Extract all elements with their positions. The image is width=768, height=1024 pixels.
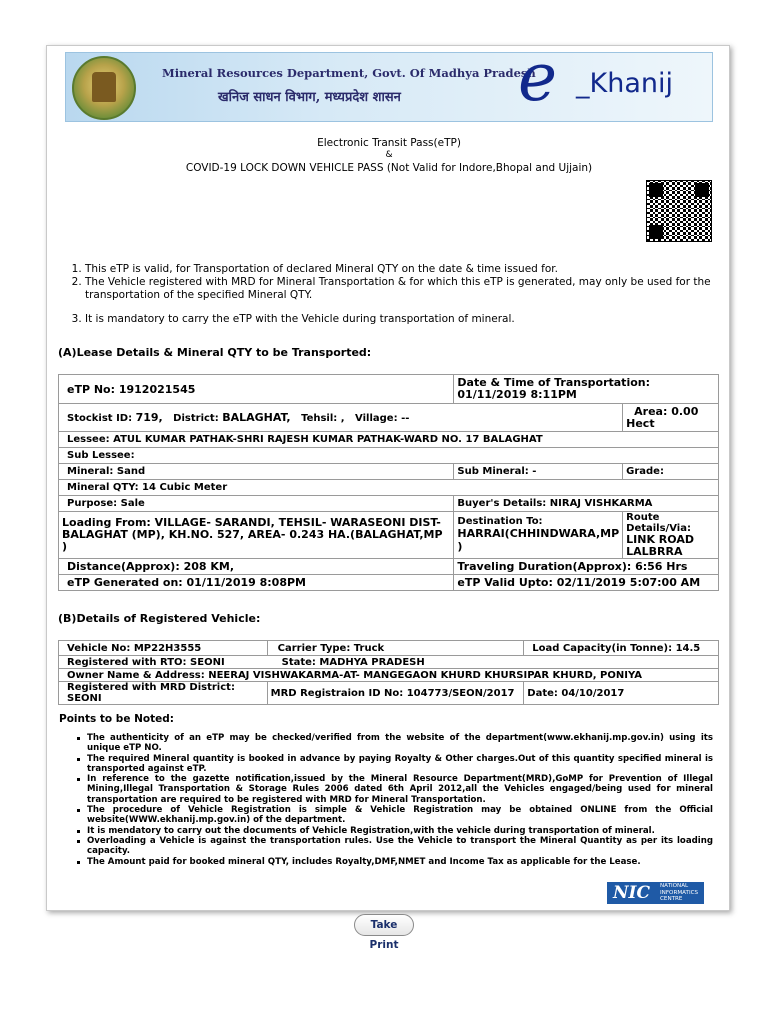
- rule-item: 2. The Vehicle registered with MRD for Mineral Transportation & for which this eTP is generated, may only be used for the transportation of the specified Mineral QTY.: [85, 276, 729, 302]
- qr-code-icon: [646, 180, 712, 242]
- note-item: The procedure of Vehicle Registration is simple & Vehicle Registration may be obtained ONLINE from the Official website(WWW.ekhanij.mp.gov.in) of the department.: [77, 805, 713, 826]
- lessee: Lessee: ATUL KUMAR PATHAK-SHRI RAJESH KUMAR PATHAK-WARD NO. 17 BALAGHAT: [59, 432, 719, 448]
- sub-lessee: Sub Lessee:: [59, 448, 719, 464]
- vehicle-details-table: [58, 640, 719, 705]
- ekhanij-logo-e: e: [518, 52, 558, 116]
- distance: Distance(Approx): 208 KM,: [59, 559, 454, 575]
- loading-from: Loading From: VILLAGE- SARANDI, TEHSIL- WARASEONI DIST-BALAGHAT (MP), KH.NO. 527, AREA- 0.243 HA.(BALAGHAT,MP ): [59, 512, 454, 559]
- destination-value: HARRAI(CHHINDWARA,MP ): [457, 527, 620, 553]
- rule-item: 1. This eTP is valid, for Transportation of declared Mineral QTY on the date & time issued for.: [85, 263, 729, 276]
- section-a-heading: (A)Lease Details & Mineral QTY to be Transported:: [58, 346, 372, 359]
- date-time-value: 01/11/2019 8:11PM: [457, 388, 577, 401]
- carrier-type: Carrier Type: Truck: [267, 641, 524, 656]
- tehsil-label: Tehsil:: [301, 413, 338, 424]
- notes-heading: Points to be Noted:: [59, 713, 174, 725]
- stockist-value: 719,: [135, 411, 163, 424]
- destination: [454, 512, 623, 559]
- mrd-registration-id: MRD Registraion ID No: 104773/SEON/2017: [267, 682, 524, 705]
- area-label: Area:: [634, 404, 668, 418]
- stockist-label: Stockist ID:: [67, 413, 133, 424]
- nic-line-1: NATIONAL: [660, 883, 689, 889]
- note-item: In reference to the gazette notification,issued by the Mineral Resource Department(MRD),GoMP for Prevention of Illegal Mining,Illegal Transportation & Storage Rules 2006 dated 6th April 2012,all the Vehicles engaged/being used for mineral transportation are required to be registered with MRD for Mineral Transportation.: [77, 774, 713, 805]
- notes-list: [77, 733, 713, 867]
- stockist-row: [59, 404, 623, 432]
- date-time-label: Date & Time of Transportation:: [457, 376, 651, 389]
- etp-title: Electronic Transit Pass(eTP): [317, 137, 461, 149]
- ekhanij-logo-text: _Khanij: [576, 68, 673, 99]
- nic-logo-text: NIC: [613, 883, 651, 903]
- tehsil-value: ,: [340, 413, 345, 424]
- area-unit: Hect: [626, 416, 655, 430]
- vehicle-no: Vehicle No: MP22H3555: [59, 641, 268, 656]
- nic-line-3: CENTRE: [660, 896, 683, 903]
- owner-name-address: Owner Name & Address: NEERAJ VISHWAKARMA-AT- MANGEGAON KHURD KHURSIPAR KHURD, PONIYA: [59, 669, 719, 682]
- etp-number: eTP No: 1912021545: [59, 375, 454, 404]
- nic-logo: [607, 882, 704, 904]
- rule-item: 3. It is mandatory to carry the eTP with the Vehicle during transportation of mineral.: [85, 313, 729, 326]
- header-banner: [65, 52, 713, 122]
- area-value: 0.00: [671, 404, 699, 418]
- note-item: Overloading a Vehicle is against the transportation rules. Use the Vehicle to transport the Mineral Quantity as per its loading capacity.: [77, 836, 713, 857]
- area: [623, 404, 719, 432]
- grade: Grade:: [623, 464, 719, 480]
- mineral: Mineral: Sand: [59, 464, 454, 480]
- note-item: The authenticity of an eTP may be checked/verified from the website of the department(www.ekhanij.mp.gov.in) using its unique eTP NO.: [77, 733, 713, 754]
- note-item: It is mendatory to carry out the documents of Vehicle Registration,with the vehicle during transportation of mineral.: [77, 826, 713, 836]
- nic-full-name: [660, 883, 698, 903]
- village-value: --: [401, 413, 410, 424]
- mp-emblem-icon: [72, 56, 136, 120]
- buyer-details: Buyer's Details: NIRAJ VISHKARMA: [454, 496, 719, 512]
- route-value: LINK ROAD LALBRRA: [626, 533, 694, 558]
- rto-state-row: [59, 656, 719, 669]
- registration-date: Date: 04/10/2017: [524, 682, 719, 705]
- route-details: [623, 512, 719, 559]
- note-item: The Amount paid for booked mineral QTY, includes Royalty,DMF,NMET and Income Tax as applicable for the Lease.: [77, 857, 713, 867]
- purpose: Purpose: Sale: [59, 496, 454, 512]
- sub-mineral: Sub Mineral: -: [454, 464, 623, 480]
- nic-line-2: INFORMATICS: [660, 889, 699, 896]
- route-label: Route Details/Via:: [626, 512, 691, 534]
- department-title: Mineral Resources Department, Govt. Of Madhya Pradesh: [162, 66, 536, 80]
- department-title-hindi: खनिज साधन विभाग, मध्यप्रदेश शासन: [218, 90, 401, 105]
- district-label: District:: [173, 413, 219, 424]
- note-item: The required Mineral quantity is booked in advance by paying Royalty & Other charges.Out of this quantity specified mineral is transported against eTP.: [77, 754, 713, 775]
- validity-rules: [69, 263, 729, 326]
- load-capacity: Load Capacity(in Tonne): 14.5: [524, 641, 719, 656]
- village-label: Village:: [355, 413, 398, 424]
- state: State: MADHYA PRADESH: [281, 656, 425, 668]
- etp-valid-upto: eTP Valid Upto: 02/11/2019 5:07:00 AM: [454, 575, 719, 591]
- mrd-district: Registered with MRD District: SEONI: [59, 682, 268, 705]
- etp-generated: eTP Generated on: 01/11/2019 8:08PM: [59, 575, 454, 591]
- lease-details-table: [58, 374, 719, 591]
- transport-date-time: [454, 375, 719, 404]
- rto: Registered with RTO: SEONI: [67, 656, 225, 668]
- destination-label: Destination To:: [457, 516, 543, 527]
- title-ampersand: &: [385, 150, 393, 160]
- take-print-button[interactable]: Take Print: [354, 914, 414, 936]
- etp-document: [46, 45, 730, 911]
- section-b-heading: (B)Details of Registered Vehicle:: [58, 612, 261, 625]
- covid-pass-title: COVID-19 LOCK DOWN VEHICLE PASS (Not Valid for Indore,Bhopal and Ujjain): [185, 162, 593, 174]
- mineral-qty: Mineral QTY: 14 Cubic Meter: [59, 480, 719, 496]
- travel-duration: Traveling Duration(Approx): 6:56 Hrs: [454, 559, 719, 575]
- district-value: BALAGHAT,: [222, 411, 291, 424]
